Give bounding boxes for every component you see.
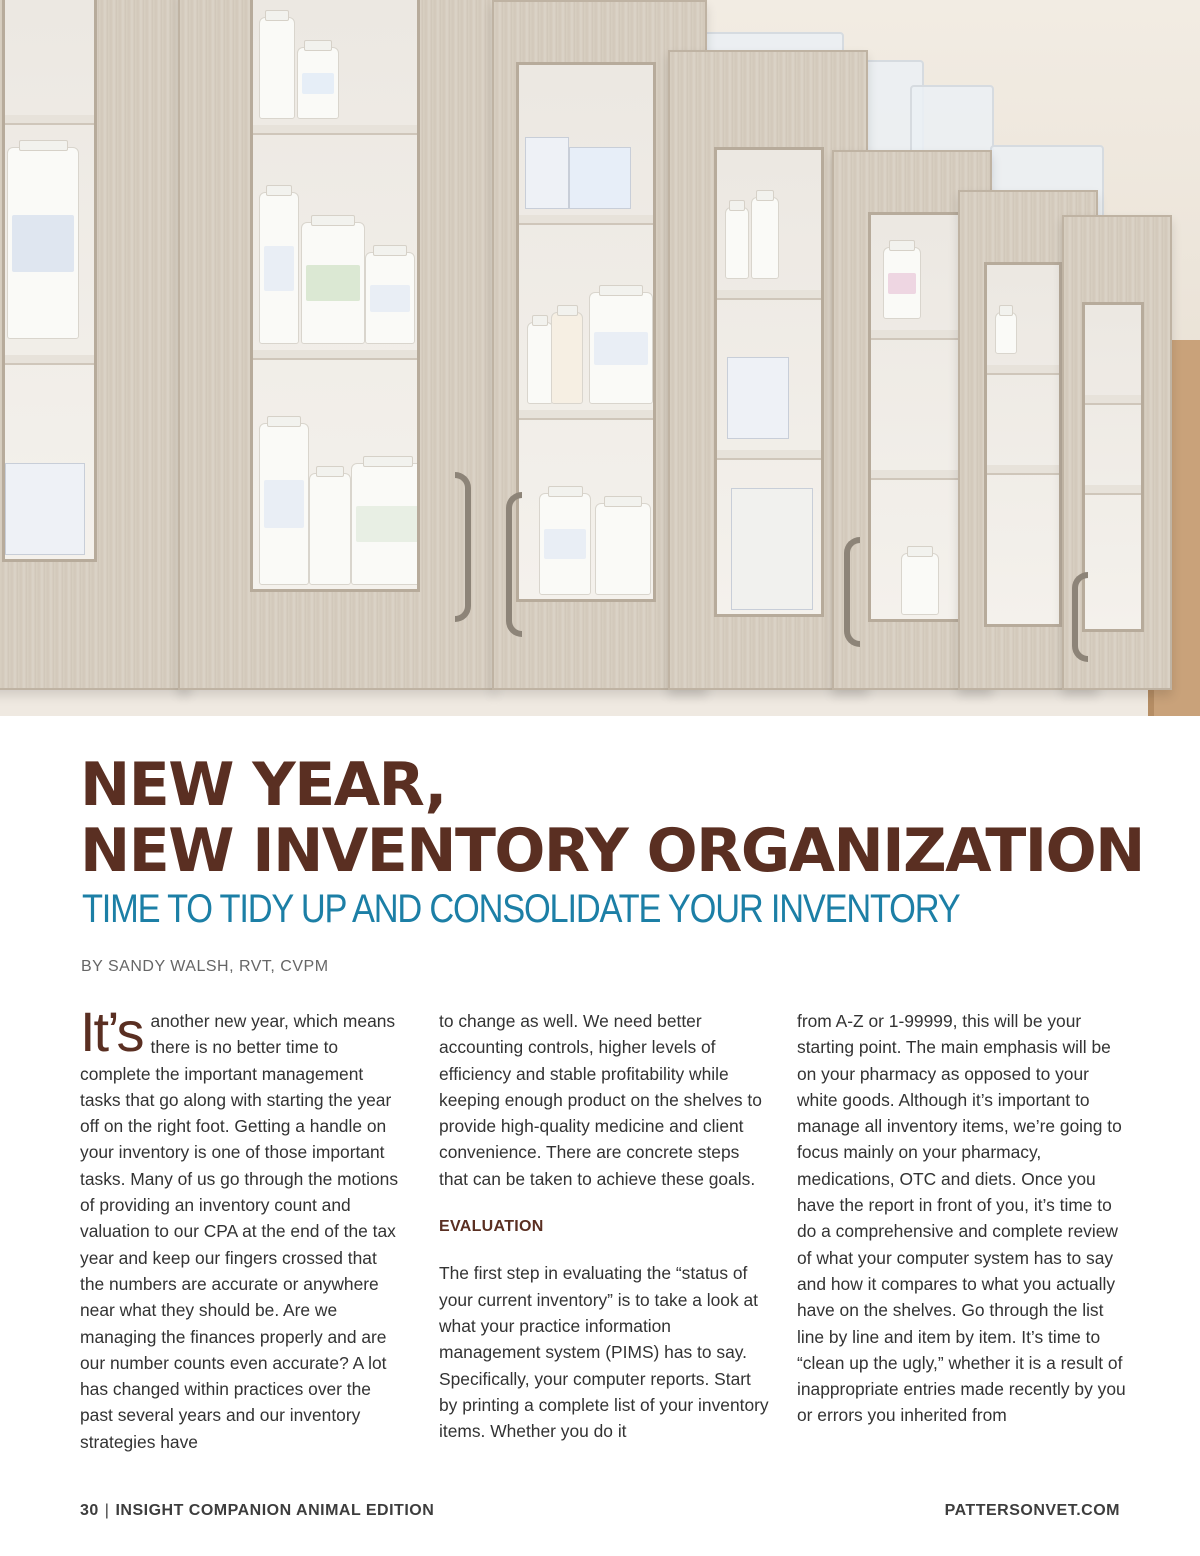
drop-cap: It’s bbox=[80, 1000, 143, 1063]
publication-name: INSIGHT COMPANION ANIMAL EDITION bbox=[115, 1502, 435, 1519]
cabinet-door bbox=[178, 0, 496, 690]
body-column-3 bbox=[797, 1008, 1127, 1429]
glass-panel bbox=[250, 0, 420, 592]
headline bbox=[80, 752, 1144, 884]
cabinet-handle bbox=[844, 537, 860, 647]
cabinet-door bbox=[0, 0, 190, 690]
glass-panel bbox=[516, 62, 656, 602]
cabinet-handle bbox=[506, 492, 522, 637]
headline-line-1: NEW YEAR, bbox=[80, 750, 446, 820]
glass-panel bbox=[1082, 302, 1144, 632]
body-column-2 bbox=[439, 1008, 769, 1444]
page-number: 30 bbox=[80, 1502, 99, 1519]
page-footer-left bbox=[80, 1502, 434, 1520]
glass-panel bbox=[714, 147, 824, 617]
glass-panel bbox=[2, 0, 97, 562]
body-paragraph: The first step in evaluating the “status of your current inventory” is to take a look at what your practice information management system (PIMS) has to say. Specifically, your computer reports. Start by printing a complete list of your inventory items. Whether you do it bbox=[439, 1263, 769, 1442]
body-column-1 bbox=[80, 1000, 402, 1455]
website-link[interactable]: PATTERSONVET.COM bbox=[944, 1502, 1120, 1519]
glass-panel bbox=[868, 212, 966, 622]
cabinet-handle bbox=[455, 472, 471, 622]
body-paragraph: to change as well. We need better accounting controls, higher levels of efficiency and stable profitability while keeping enough product on the shelves to provide high-quality medicine and client convenience. There are concrete steps that can be taken to achieve these goals. bbox=[439, 1011, 762, 1189]
subheadline: TIME TO TIDY UP AND CONSOLIDATE YOUR INVENTORY bbox=[82, 887, 960, 931]
cabinet-door bbox=[1062, 215, 1172, 690]
glass-panel bbox=[984, 262, 1062, 627]
wall-strip bbox=[0, 688, 1200, 716]
hero-photo-pharmacy-cabinets bbox=[0, 0, 1200, 716]
byline: BY SANDY WALSH, RVT, CVPM bbox=[81, 958, 329, 975]
cabinet-handle bbox=[1072, 572, 1088, 662]
footer-separator: | bbox=[104, 1502, 110, 1519]
section-heading-evaluation: EVALUATION bbox=[439, 1218, 544, 1236]
headline-line-2: NEW INVENTORY ORGANIZATION bbox=[80, 816, 1144, 886]
body-paragraph: another new year, which means there is no better time to complete the important management tasks that go along with starting the year off on the right foot. Getting a handle on your inventory is one of those important tasks. Many of us go through the motions of providing an inventory count and valuation to our CPA at the end of the tax year and keep our fingers crossed that the numbers are accurate or anywhere near what they should be. Are we managing the finances properly and are our number counts even accurate? A lot has changed within practices over the past several years and our inventory strategies have bbox=[80, 1011, 399, 1452]
body-paragraph: from A-Z or 1-99999, this will be your starting point. The main emphasis will be on your pharmacy as opposed to your white goods. Although it’s important to manage all inventory items, we’re going to focus mainly on your pharmacy, medications, OTC and diets. Once you have the report in front of you, it’s time to do a comprehensive and complete review of what your computer system has to say and how it compares to what you actually have on the shelves. Go through the list line by line and item by item. It’s time to “clean up the ugly,” whether it is a result of inappropriate entries made recently by you or errors you inherited from bbox=[797, 1011, 1126, 1426]
